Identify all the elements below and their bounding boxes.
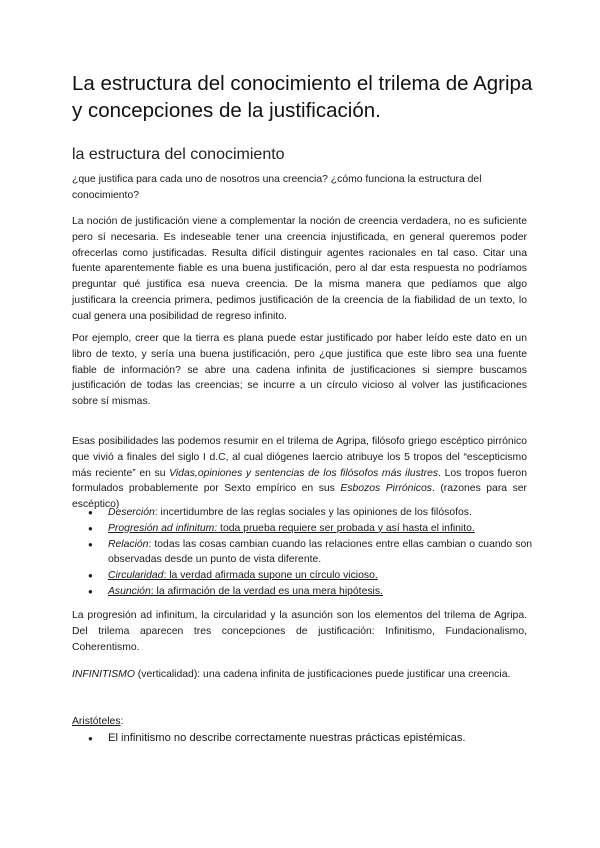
paragraph-conceptions: La progresión ad infinitum, la circularidad y la asunción son los elementos del trilema de Agripa. Del trilema aparecen tres concepciones de justificación: Infinitismo, Fundacionalismo, Coherentismo. bbox=[72, 610, 527, 653]
aristoteles-heading bbox=[72, 714, 527, 730]
infinitismo-desc: (verticalidad): una cadena infinita de justificaciones puede justificar una creencia. bbox=[134, 669, 511, 680]
trope-term: Relación bbox=[108, 538, 149, 550]
agripa-text-2: . Los tropos fueron formulados probablemente por Sexto empírico en sus bbox=[72, 467, 527, 495]
trope-desc: : todas las cosas cambian cuando las relaciones entre ellas cambian o cuando son observadas desde un punto de vista diferente. bbox=[108, 538, 532, 566]
trope-desc: : incertidumbre de las reglas sociales y las opiniones de los filósofos. bbox=[154, 507, 472, 518]
trope-term: Circularidad bbox=[108, 570, 164, 582]
agripa-text-3: . (razones para ser escéptico) bbox=[72, 483, 527, 511]
paragraph-infinitismo bbox=[72, 667, 527, 683]
list-item bbox=[72, 521, 532, 537]
list-item bbox=[72, 505, 532, 521]
tropes-list bbox=[72, 505, 532, 600]
trope-term: Asunción bbox=[108, 585, 151, 597]
list-item bbox=[72, 568, 532, 584]
agripa-work-esbozos: Esbozos Pirrónicos bbox=[340, 483, 432, 495]
paragraph-example: Por ejemplo, creer que la tierra es plana puede estar justificado por haber leído este dato en un libro de texto, y sería una buena justificación, pero ¿que justifica que este libro sea una fuente fiable de información? se abre una cadena infinita de justificaciones si siempre buscamos justificación de todas las creencias; se incurre a un círculo vicioso al volver las justificaciones sobre sí mismas. bbox=[72, 333, 527, 408]
document-title: La estructura del conocimiento el trilema de Agripa y concepciones de la justificación. bbox=[72, 72, 533, 122]
paragraph-agripa bbox=[72, 434, 527, 513]
trope-desc: toda prueba requiere ser probada y así hasta el infinito. bbox=[217, 522, 475, 534]
section-heading: la estructura del conocimiento bbox=[72, 146, 285, 163]
list-item: ● El infinitismo no describe correctamente nuestras prácticas epistémicas. bbox=[72, 731, 532, 747]
agripa-text-1: Esas posibilidades las podemos resumir en el trilema de Agripa, filósofo griego escéptico pirrónico que vivió a finales del siglo I d.C, al cual diógenes laercio atribuye los 5 tropos del “escepticismo más reciente” en su bbox=[72, 436, 527, 479]
agripa-work-vidas: Vidas,opiniones y sentencias de los filósofos más ilustres bbox=[169, 467, 439, 479]
intro-question: ¿que justifica para cada uno de nosotros una creencia? ¿cómo funciona la estructura del conocimiento? bbox=[72, 174, 482, 201]
aristoteles-label: Aristóteles bbox=[72, 716, 121, 727]
list-item bbox=[72, 584, 532, 600]
trope-term: Deserción bbox=[108, 507, 155, 518]
list-item bbox=[72, 537, 532, 569]
aristoteles-list bbox=[72, 731, 532, 747]
aristoteles-colon: : bbox=[120, 716, 124, 727]
trope-desc: : la afirmación de la verdad es una mera hipótesis. bbox=[150, 585, 383, 597]
infinitismo-term: INFINITISMO bbox=[72, 669, 135, 680]
trope-desc: : la verdad afirmada supone un círculo vicioso. bbox=[163, 570, 378, 582]
trope-term: Progresión ad infinitum: bbox=[108, 522, 218, 534]
paragraph-justification: La noción de justificación viene a complementar la noción de creencia verdadera, no es suficiente pero sí necesaria. Es indeseable tener una creencia injustificada, en general queremos poder ofrecerlas como justificadas. Resulta difícil distinguir agentes racionales en tal caso. Citar una fuente aparentemente fiable es una buena justificación, pero al dar esta respuesta no podríamos preguntar qué justifica esa nueva creencia. De la misma manera que pedíamos que algo justificara la creencia primera, pedimos justificación de la creencia de la fiabilidad de un texto, lo cual genera una posibilidad de regreso infinito. bbox=[72, 216, 527, 322]
